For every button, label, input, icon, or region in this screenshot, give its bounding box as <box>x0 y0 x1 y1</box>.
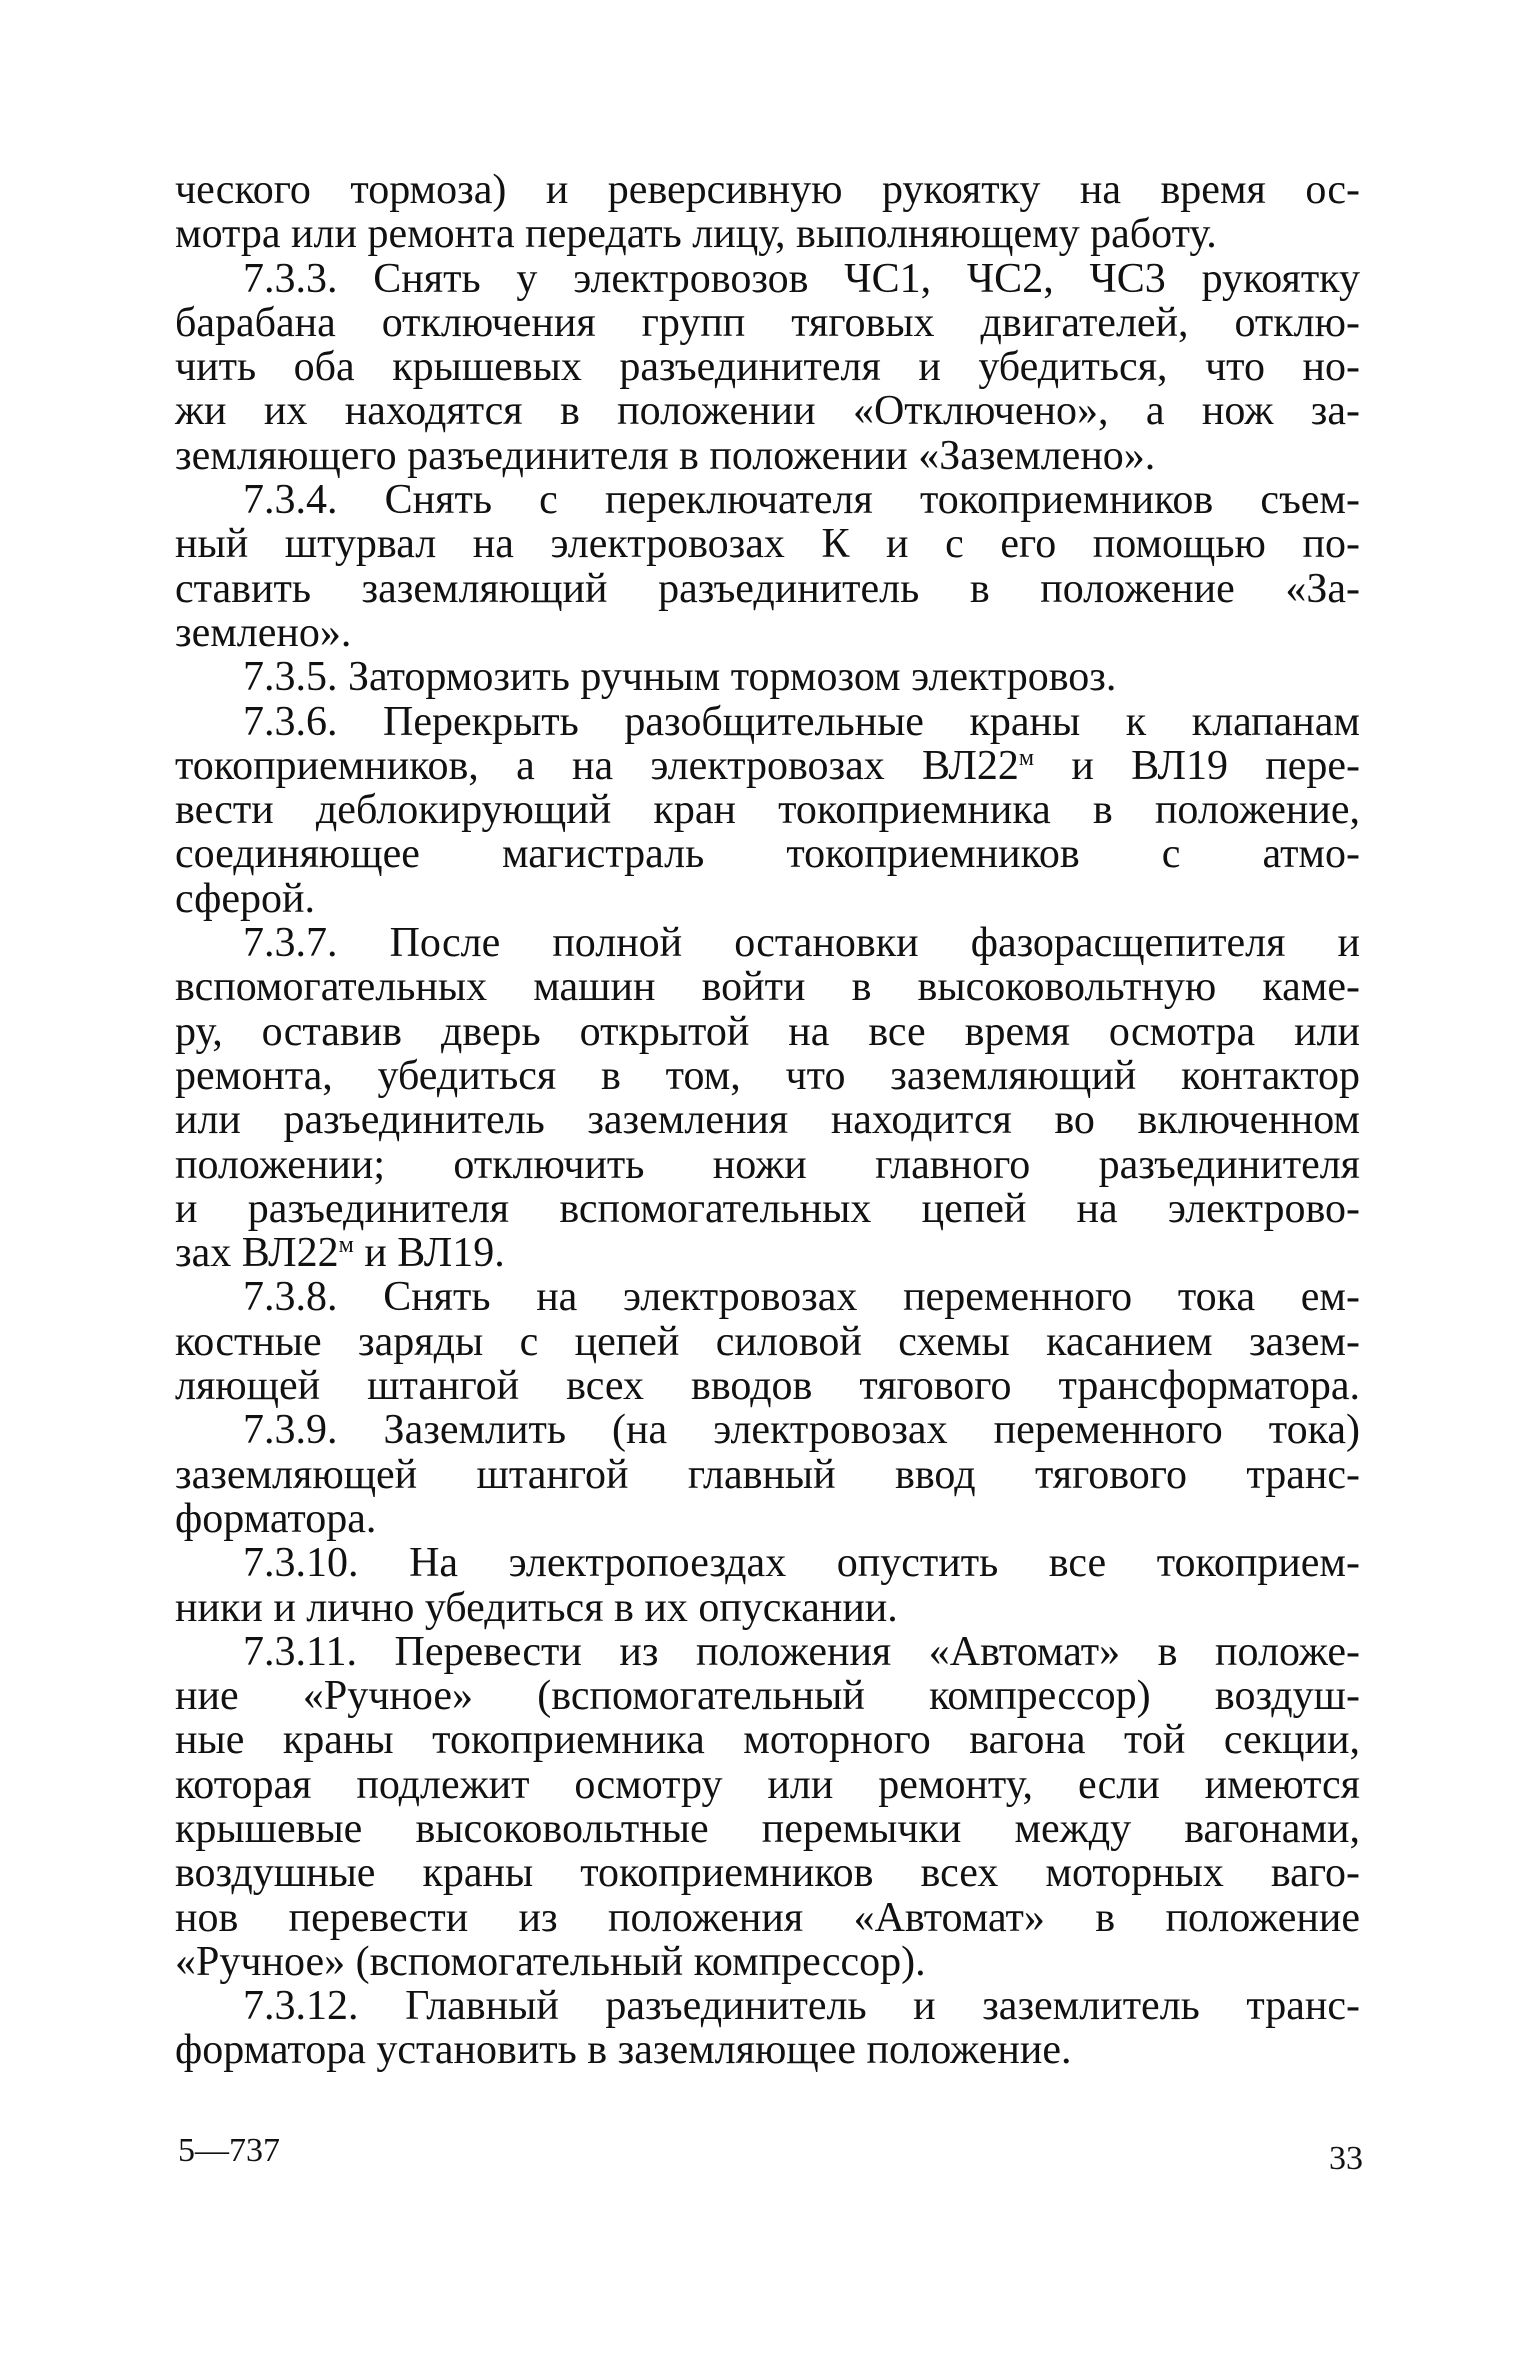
text-line: сферой. <box>175 875 315 922</box>
text-line: положении; отключить ножи главного разъединителя <box>175 1141 1360 1188</box>
text-line: вести деблокирующий кран токоприемника в положение, <box>175 787 1360 834</box>
superscript: м <box>338 1232 354 1259</box>
text-line: 7.3.12. Главный разъединитель и заземлитель транс- <box>243 1983 1360 2030</box>
text-line: 7.3.7. После полной остановки фазорасщепителя и <box>243 920 1360 967</box>
text-line: ный штурвал на электровозах К и с его помощью по- <box>175 521 1360 568</box>
text-line: ние «Ручное» (вспомогательный компрессор) воздуш- <box>175 1673 1360 1720</box>
text-line: 7.3.10. На электропоездах опустить все токоприем- <box>243 1540 1360 1587</box>
text-line: ру, оставив дверь открытой на все время осмотра или <box>175 1008 1360 1055</box>
text-line: ческого тормоза) и реверсивную рукоятку на время ос- <box>175 167 1360 213</box>
text-line: чить оба крышевых разъединителя и убедиться, что но- <box>175 344 1360 391</box>
page-body <box>175 168 1360 2073</box>
text-line: зах $ВЛ22^м$ и ВЛ19. <box>175 1230 505 1277</box>
text-line: 7.3.11. Перевести из положения «Автомат» в положе- <box>243 1628 1360 1675</box>
text-line: вспомогательных машин войти в высоковольтную каме- <box>175 964 1360 1011</box>
text-line: костные заряды с цепей силовой схемы касанием зазем- <box>175 1318 1360 1365</box>
text-line: землено». <box>175 609 352 656</box>
text-line: 7.3.3. Снять у электровозов ЧС1, ЧС2, ЧС3 рукоятку <box>243 255 1360 302</box>
text-line: или разъединитель заземления находится во включенном <box>175 1097 1360 1144</box>
text-line: 7.3.8. Снять на электровозах переменного тока ем- <box>243 1274 1360 1321</box>
text-line: заземляющей штангой главный ввод тягового транс- <box>175 1451 1360 1498</box>
text-line: земляющего разъединителя в положении «Заземлено». <box>175 432 1156 479</box>
printer-signature: 5—737 <box>178 2132 280 2169</box>
text-line: ники и лично убедиться в их опускании. <box>175 1584 898 1631</box>
page-number: 33 <box>1329 2140 1363 2177</box>
text-line: мотра или ремонта передать лицу, выполняющему работу. <box>175 211 1217 258</box>
text-line: форматора установить в заземляющее положение. <box>175 2027 1072 2074</box>
text-line: 7.3.5. Затормозить ручным тормозом электровоз. <box>243 654 1117 701</box>
text-line: воздушные краны токоприемников всех моторных ваго- <box>175 1850 1360 1897</box>
text-line: нов перевести из положения «Автомат» в положение <box>175 1894 1360 1941</box>
text-line: ремонта, убедиться в том, что заземляющий контактор <box>175 1052 1360 1099</box>
text-line: «Ручное» (вспомогательный компрессор). <box>175 1938 926 1985</box>
text-line: жи их находятся в положении «Отключено», а нож за- <box>175 388 1360 435</box>
text-line: и разъединителя вспомогательных цепей на электрово- <box>175 1185 1360 1232</box>
superscript: м <box>1018 744 1035 771</box>
text-line: 7.3.4. Снять с переключателя токоприемников съем- <box>243 477 1360 524</box>
text-line: 7.3.6. Перекрыть разобщительные краны к клапанам <box>243 698 1360 745</box>
text-line: барабана отключения групп тяговых двигателей, отклю- <box>175 299 1360 346</box>
text-line: которая подлежит осмотру или ремонту, если имеются <box>175 1761 1360 1808</box>
text-line: форматора. <box>175 1495 377 1542</box>
text-line: 7.3.9. Заземлить (на электровозах переменного тока) <box>243 1407 1360 1454</box>
text-line: соединяющее магистраль токоприемников с атмо- <box>175 831 1360 878</box>
text-line: ляющей штангой всех вводов тягового трансформатора. <box>175 1363 1360 1410</box>
text-line: ные краны токоприемника моторного вагона той секции, <box>175 1717 1360 1764</box>
text-line: ставить заземляющий разъединитель в положение «За- <box>175 565 1360 612</box>
text-line: токоприемников, а на электровозах $ВЛ22^м$ и ВЛ19 пере- <box>175 742 1360 789</box>
text-line: крышевые высоковольтные перемычки между вагонами, <box>175 1805 1360 1852</box>
